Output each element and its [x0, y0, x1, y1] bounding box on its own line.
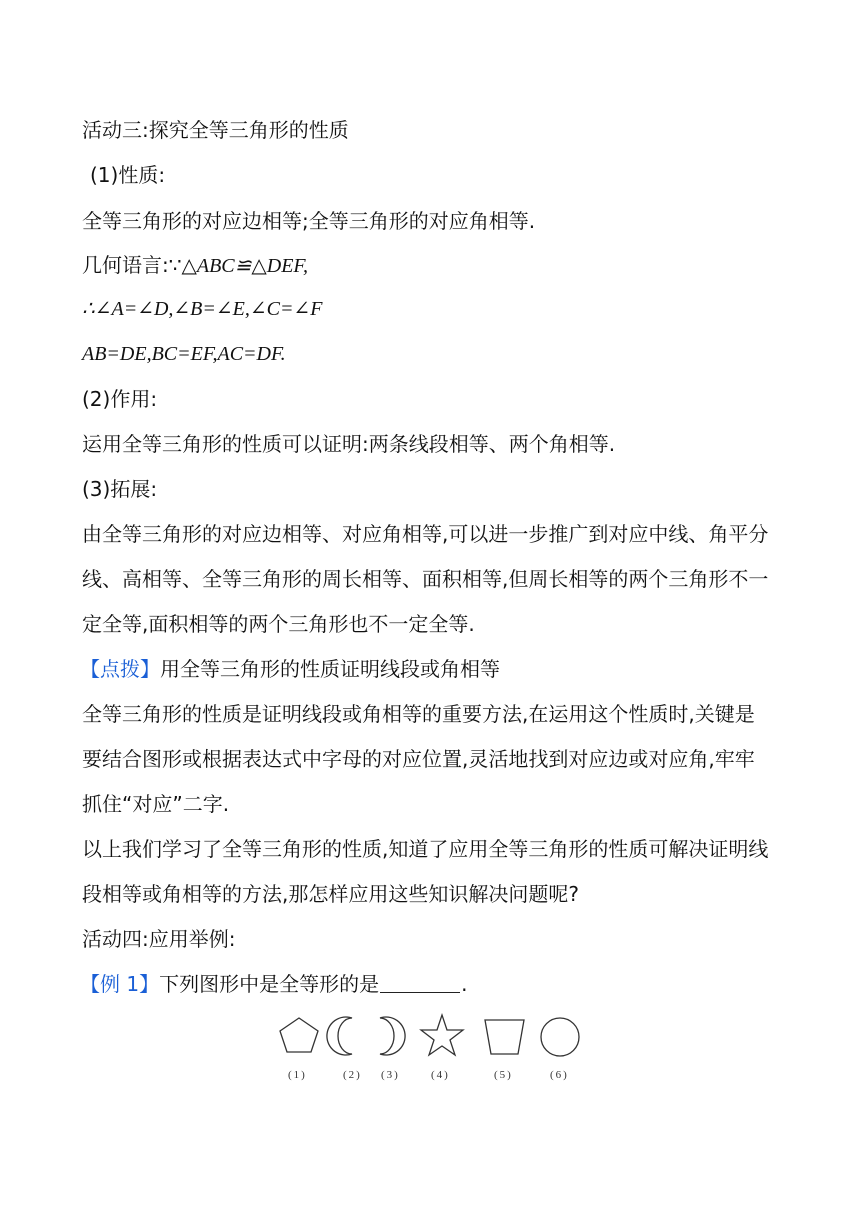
extension-text-line-1: 由全等三角形的对应边相等、对应角相等,可以进一步推广到对应中线、角平分 — [82, 522, 769, 546]
function-text: 运用全等三角形的性质可以证明:两条线段相等、两个角相等. — [82, 432, 616, 456]
angle-equalities: ∴∠A=∠D,∠B=∠E,∠C=∠F — [82, 298, 323, 320]
answer-blank[interactable] — [380, 972, 460, 993]
figure-row — [270, 1010, 590, 1090]
geometry-language — [82, 250, 780, 281]
tip-tag: 【点拨】 — [80, 657, 160, 681]
example-1 — [80, 969, 780, 999]
tip-title: 用全等三角形的性质证明线段或角相等 — [160, 657, 500, 681]
extension-heading: (3)拓展: — [82, 477, 158, 501]
example-end: . — [461, 972, 468, 996]
property-text: 全等三角形的对应边相等;全等三角形的对应角相等. — [82, 209, 536, 233]
figure-label: (5) — [494, 1069, 513, 1081]
geometry-language-prefix: 几何语言:∵ — [82, 253, 182, 277]
tip-text-line-3: 抓住“对应”二字. — [82, 792, 230, 816]
example-question: 下列图形中是全等形的是 — [159, 972, 380, 996]
summary-line-2: 段相等或角相等的方法,那怎样应用这些知识解决问题呢? — [82, 882, 579, 906]
property-heading: (1)性质: — [90, 163, 166, 187]
trapezoid-icon — [485, 1020, 524, 1054]
extension-text-line-2: 线、高相等、全等三角形的周长相等、面积相等,但周长相等的两个三角形不一 — [82, 567, 769, 591]
figure-label: (2) — [343, 1069, 362, 1081]
tip-heading — [80, 654, 780, 684]
crescent-icon — [380, 1017, 405, 1055]
function-heading: (2)作用: — [82, 387, 158, 411]
figure-svg — [270, 1010, 590, 1090]
example-tag: 【例 1】 — [80, 972, 160, 996]
pentagon-icon — [280, 1018, 318, 1052]
figure-label: (1) — [288, 1069, 307, 1081]
tip-text-line-1: 全等三角形的性质是证明线段或角相等的重要方法,在运用这个性质时,关键是 — [82, 702, 755, 726]
extension-text-line-3: 定全等,面积相等的两个三角形也不一定全等. — [82, 612, 475, 636]
crescent-icon — [327, 1017, 352, 1055]
figure-label: (4) — [431, 1069, 450, 1081]
figure-label: (3) — [381, 1069, 400, 1081]
figure-label: (6) — [550, 1069, 569, 1081]
summary-line-1: 以上我们学习了全等三角形的性质,知道了应用全等三角形的性质可解决证明线 — [82, 837, 769, 861]
activity-four-title: 活动四:应用举例: — [82, 927, 236, 951]
tip-text-line-2: 要结合图形或根据表达式中字母的对应位置,灵活地找到对应边或对应角,牢牢 — [82, 747, 755, 771]
star-icon — [421, 1015, 463, 1055]
circle-icon — [541, 1018, 579, 1056]
side-equalities: AB=DE,BC=EF,AC=DF. — [82, 343, 286, 365]
activity-three-title: 活动三:探究全等三角形的性质 — [82, 118, 349, 142]
congruence-statement: △ABC≌△DEF, — [181, 255, 309, 277]
